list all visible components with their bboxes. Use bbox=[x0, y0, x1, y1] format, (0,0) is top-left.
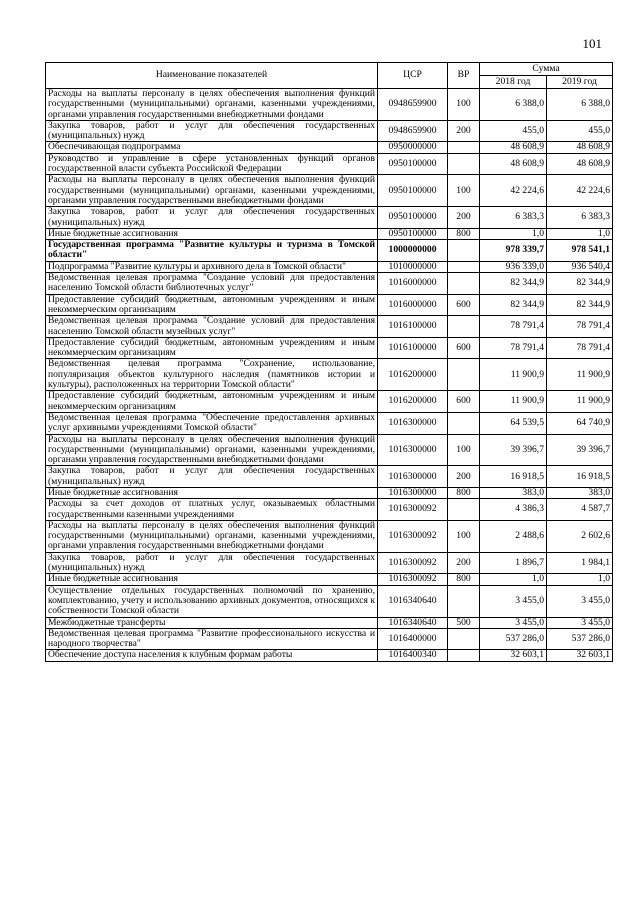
row-sum-2018: 16 918,5 bbox=[480, 466, 547, 488]
row-sum-2019: 6 383,3 bbox=[547, 207, 613, 229]
row-sum-2018: 3 455,0 bbox=[480, 585, 547, 617]
row-sum-2018: 936 339,0 bbox=[480, 261, 547, 272]
row-sum-2018: 78 791,4 bbox=[480, 337, 547, 359]
row-sum-2018: 6 383,3 bbox=[480, 207, 547, 229]
row-vr: 600 bbox=[448, 337, 480, 359]
table-row bbox=[46, 261, 613, 272]
row-name: Ведомственная целевая программа "Развитие профессионального искусства и народного творчества" bbox=[46, 628, 378, 650]
header-name: Наименование показателей bbox=[46, 63, 378, 89]
row-sum-2018: 11 900,9 bbox=[480, 359, 547, 391]
row-code: 1016100000 bbox=[378, 316, 448, 338]
row-vr: 800 bbox=[448, 228, 480, 239]
row-sum-2019: 11 900,9 bbox=[547, 391, 613, 413]
row-code: 1016300092 bbox=[378, 552, 448, 574]
row-sum-2019: 48 608,9 bbox=[547, 142, 613, 153]
row-vr: 100 bbox=[448, 175, 480, 207]
row-code: 1016300092 bbox=[378, 520, 448, 552]
row-code: 0950000000 bbox=[378, 142, 448, 153]
table-row bbox=[46, 520, 613, 552]
row-name: Закупка товаров, работ и услуг для обеспечения государственных (муниципальных) нужд bbox=[46, 207, 378, 229]
row-sum-2019: 455,0 bbox=[547, 120, 613, 142]
row-vr bbox=[448, 650, 480, 661]
table-row bbox=[46, 89, 613, 121]
row-code: 1016300000 bbox=[378, 466, 448, 488]
table-row bbox=[46, 120, 613, 142]
row-name: Закупка товаров, работ и услуг для обеспечения государственных (муниципальных) нужд bbox=[46, 552, 378, 574]
row-code: 1016300000 bbox=[378, 434, 448, 466]
row-sum-2019: 1,0 bbox=[547, 574, 613, 585]
row-sum-2018: 4 386,3 bbox=[480, 499, 547, 521]
table-row bbox=[46, 617, 613, 628]
row-name: Межбюджетные трансферты bbox=[46, 617, 378, 628]
row-name: Закупка товаров, работ и услуг для обеспечения государственных (муниципальных) нужд bbox=[46, 466, 378, 488]
header-code: ЦСР bbox=[378, 63, 448, 89]
row-sum-2018: 1,0 bbox=[480, 228, 547, 239]
header-year-2018: 2018 год bbox=[480, 76, 547, 89]
row-sum-2018: 1,0 bbox=[480, 574, 547, 585]
row-sum-2018: 48 608,9 bbox=[480, 142, 547, 153]
row-sum-2019: 42 224,6 bbox=[547, 175, 613, 207]
table-row bbox=[46, 434, 613, 466]
row-name: Подпрограмма "Развитие культуры и архивного дела в Томской области" bbox=[46, 261, 378, 272]
row-name: Расходы на выплаты персоналу в целях обеспечения выполнения функций государственными (муниципальными) органами, казенными учреждениями, органами управления государственными внебюджетными фондами bbox=[46, 434, 378, 466]
row-sum-2019: 2 602,6 bbox=[547, 520, 613, 552]
row-vr bbox=[448, 316, 480, 338]
row-sum-2018: 1 896,7 bbox=[480, 552, 547, 574]
row-sum-2018: 6 388,0 bbox=[480, 89, 547, 121]
row-vr bbox=[448, 359, 480, 391]
row-vr bbox=[448, 153, 480, 175]
row-sum-2019: 32 603,1 bbox=[547, 650, 613, 661]
table-row bbox=[46, 391, 613, 413]
row-sum-2019: 82 344,9 bbox=[547, 294, 613, 316]
row-vr: 800 bbox=[448, 487, 480, 498]
row-code: 1016400340 bbox=[378, 650, 448, 661]
row-sum-2019: 4 587,7 bbox=[547, 499, 613, 521]
row-sum-2019: 48 608,9 bbox=[547, 153, 613, 175]
row-code: 1016340640 bbox=[378, 585, 448, 617]
row-sum-2018: 455,0 bbox=[480, 120, 547, 142]
header-year-2019: 2019 год bbox=[547, 76, 613, 89]
row-vr: 200 bbox=[448, 207, 480, 229]
row-sum-2019: 39 396,7 bbox=[547, 434, 613, 466]
table-row bbox=[46, 240, 613, 262]
table-row bbox=[46, 552, 613, 574]
table-row bbox=[46, 207, 613, 229]
table-row bbox=[46, 294, 613, 316]
row-name: Расходы за счет доходов от платных услуг, оказываемых областными государственными казенными учреждениями bbox=[46, 499, 378, 521]
row-vr bbox=[448, 499, 480, 521]
table-row bbox=[46, 337, 613, 359]
row-sum-2019: 64 740,9 bbox=[547, 412, 613, 434]
row-sum-2018: 2 488,6 bbox=[480, 520, 547, 552]
table-row bbox=[46, 585, 613, 617]
row-sum-2018: 978 339,7 bbox=[480, 240, 547, 262]
row-name: Ведомственная целевая программа "Сохранение, использование, популяризация объектов культурного наследия (памятников истории и культуры), расположенных на территории Томской области" bbox=[46, 359, 378, 391]
row-code: 1016100000 bbox=[378, 337, 448, 359]
row-name: Ведомственная целевая программа "Создание условий для предоставления населению Томской области библиотечных услуг" bbox=[46, 273, 378, 295]
row-code: 1016300092 bbox=[378, 499, 448, 521]
table-row bbox=[46, 412, 613, 434]
row-sum-2019: 978 541,1 bbox=[547, 240, 613, 262]
table-row bbox=[46, 359, 613, 391]
row-code: 1010000000 bbox=[378, 261, 448, 272]
row-sum-2018: 82 344,9 bbox=[480, 294, 547, 316]
row-vr bbox=[448, 142, 480, 153]
row-name: Предоставление субсидий бюджетным, автономным учреждениям и иным некоммерческим организациям bbox=[46, 391, 378, 413]
row-name: Обеспечение доступа населения к клубным формам работы bbox=[46, 650, 378, 661]
row-sum-2019: 1,0 bbox=[547, 228, 613, 239]
row-name: Ведомственная целевая программа "Создание условий для предоставления населению Томской области музейных услуг" bbox=[46, 316, 378, 338]
row-sum-2018: 82 344,9 bbox=[480, 273, 547, 295]
row-vr: 500 bbox=[448, 617, 480, 628]
row-name: Предоставление субсидий бюджетным, автономным учреждениям и иным некоммерческим организациям bbox=[46, 294, 378, 316]
row-name: Закупка товаров, работ и услуг для обеспечения государственных (муниципальных) нужд bbox=[46, 120, 378, 142]
row-code: 1016000000 bbox=[378, 273, 448, 295]
row-code: 0948659900 bbox=[378, 89, 448, 121]
row-code: 1016340640 bbox=[378, 617, 448, 628]
row-sum-2018: 39 396,7 bbox=[480, 434, 547, 466]
row-name: Расходы на выплаты персоналу в целях обеспечения выполнения функций государственными (муниципальными) органами, казенными учреждениями, органами управления государственными внебюджетными фондами bbox=[46, 520, 378, 552]
row-sum-2019: 11 900,9 bbox=[547, 359, 613, 391]
row-sum-2018: 78 791,4 bbox=[480, 316, 547, 338]
row-sum-2018: 64 539,5 bbox=[480, 412, 547, 434]
row-code: 1016000000 bbox=[378, 294, 448, 316]
row-code: 1016300000 bbox=[378, 412, 448, 434]
row-sum-2018: 11 900,9 bbox=[480, 391, 547, 413]
table-row bbox=[46, 650, 613, 661]
row-vr: 100 bbox=[448, 89, 480, 121]
table-row bbox=[46, 273, 613, 295]
row-code: 1016300000 bbox=[378, 487, 448, 498]
row-sum-2019: 6 388,0 bbox=[547, 89, 613, 121]
row-vr bbox=[448, 273, 480, 295]
table-row bbox=[46, 142, 613, 153]
row-name: Руководство и управление в сфере установленных функций органов государственной власти субъекта Российской Федерации bbox=[46, 153, 378, 175]
header-sum: Сумма bbox=[480, 63, 613, 76]
row-code: 0950100000 bbox=[378, 153, 448, 175]
row-vr: 100 bbox=[448, 434, 480, 466]
row-vr: 100 bbox=[448, 520, 480, 552]
table-row bbox=[46, 153, 613, 175]
row-vr: 200 bbox=[448, 552, 480, 574]
page-number: 101 bbox=[582, 36, 602, 51]
row-vr: 200 bbox=[448, 466, 480, 488]
row-sum-2019: 78 791,4 bbox=[547, 316, 613, 338]
table-body bbox=[46, 89, 613, 662]
table-row bbox=[46, 499, 613, 521]
row-vr bbox=[448, 240, 480, 262]
row-sum-2019: 383,0 bbox=[547, 487, 613, 498]
row-sum-2018: 3 455,0 bbox=[480, 617, 547, 628]
header-vr: ВР bbox=[448, 63, 480, 89]
row-vr: 800 bbox=[448, 574, 480, 585]
table-row bbox=[46, 574, 613, 585]
table-row bbox=[46, 228, 613, 239]
budget-table bbox=[45, 62, 613, 662]
table-row bbox=[46, 466, 613, 488]
table-row bbox=[46, 487, 613, 498]
row-sum-2018: 383,0 bbox=[480, 487, 547, 498]
row-sum-2018: 537 286,0 bbox=[480, 628, 547, 650]
row-sum-2019: 16 918,5 bbox=[547, 466, 613, 488]
row-code: 0950100000 bbox=[378, 207, 448, 229]
row-code: 0948659900 bbox=[378, 120, 448, 142]
row-name: Иные бюджетные ассигнования bbox=[46, 487, 378, 498]
row-name: Иные бюджетные ассигнования bbox=[46, 574, 378, 585]
row-code: 1016400000 bbox=[378, 628, 448, 650]
row-name: Предоставление субсидий бюджетным, автономным учреждениям и иным некоммерческим организациям bbox=[46, 337, 378, 359]
table-row bbox=[46, 175, 613, 207]
row-name: Расходы на выплаты персоналу в целях обеспечения выполнения функций государственными (муниципальными) органами, казенными учреждениями, органами управления государственными внебюджетными фондами bbox=[46, 89, 378, 121]
table-row bbox=[46, 628, 613, 650]
row-name: Государственная программа "Развитие культуры и туризма в Томской области" bbox=[46, 240, 378, 262]
table-row bbox=[46, 316, 613, 338]
row-name: Иные бюджетные ассигнования bbox=[46, 228, 378, 239]
row-name: Расходы на выплаты персоналу в целях обеспечения выполнения функций государственными (муниципальными) органами, казенными учреждениями, органами управления государственными внебюджетными фондами bbox=[46, 175, 378, 207]
row-code: 0950100000 bbox=[378, 175, 448, 207]
row-sum-2019: 82 344,9 bbox=[547, 273, 613, 295]
row-vr bbox=[448, 261, 480, 272]
row-vr bbox=[448, 412, 480, 434]
row-sum-2018: 42 224,6 bbox=[480, 175, 547, 207]
row-sum-2019: 3 455,0 bbox=[547, 585, 613, 617]
row-vr: 600 bbox=[448, 391, 480, 413]
row-sum-2019: 1 984,1 bbox=[547, 552, 613, 574]
row-sum-2018: 32 603,1 bbox=[480, 650, 547, 661]
row-vr: 200 bbox=[448, 120, 480, 142]
row-code: 1000000000 bbox=[378, 240, 448, 262]
row-sum-2019: 78 791,4 bbox=[547, 337, 613, 359]
row-vr bbox=[448, 628, 480, 650]
row-code: 1016200000 bbox=[378, 391, 448, 413]
row-sum-2018: 48 608,9 bbox=[480, 153, 547, 175]
row-vr bbox=[448, 585, 480, 617]
row-code: 0950100000 bbox=[378, 228, 448, 239]
row-code: 1016200000 bbox=[378, 359, 448, 391]
row-name: Осуществление отдельных государственных полномочий по хранению, комплектованию, учету и использованию архивных документов, относящихся к собственности Томской области bbox=[46, 585, 378, 617]
row-sum-2019: 3 455,0 bbox=[547, 617, 613, 628]
row-name: Ведомственная целевая программа "Обеспечение предоставления архивных услуг архивными учреждениями Томской области" bbox=[46, 412, 378, 434]
row-code: 1016300092 bbox=[378, 574, 448, 585]
row-sum-2019: 537 286,0 bbox=[547, 628, 613, 650]
row-name: Обеспечивающая подпрограмма bbox=[46, 142, 378, 153]
row-sum-2019: 936 540,4 bbox=[547, 261, 613, 272]
row-vr: 600 bbox=[448, 294, 480, 316]
